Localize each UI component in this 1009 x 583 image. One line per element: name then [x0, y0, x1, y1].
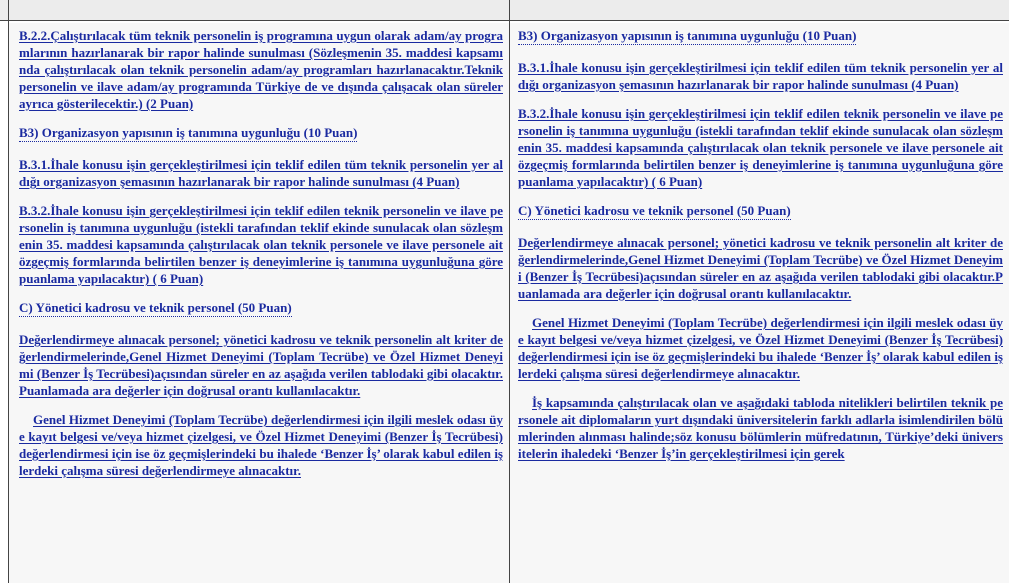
- right-para-b32: B.3.2.İhale konusu işin gerçekleştirilmesi için teklif edilen teknik personelin ve ilave personelin iş tanımına uygunluğu (istekli tarafından teklif ekinde sunulacak olan sözleşmenin 35. maddesi kapsamında çalıştırılacak olan teknik personele ve ilave personele ait özgeçmiş formlarında belirtilen benzer iş deneyimlerine iş tanımına uygunluğuna göre puanlama yapılacaktır) ( 6 Puan): [518, 106, 1003, 189]
- table-header-strip: [0, 0, 1009, 21]
- left-para-b31: B.3.1.İhale konusu işin gerçekleştirilmesi için teklif edilen tüm teknik personelin yer aldığı organizasyon şemasının hazırlanarak bir rapor halinde sunulması (4 Puan): [19, 157, 503, 189]
- right-heading-c: C) Yönetici kadrosu ve teknik personel (50 Puan): [518, 203, 791, 218]
- right-para-general-experience: Genel Hizmet Deneyimi (Toplam Tecrübe) değerlendirmesi için ilgili meslek odası üye kayıt belgesi ve/veya hizmet çizelgesi, ve Özel Hizmet Deneyimi (Benzer İş Tecrübesi) değerlendirmesi için ise öz geçmişlerindeki bu ihalede ‘Benzer İş’ olarak kabul edilen işlerdeki çalışma süresi değerlendirmeye alınacaktır.: [518, 315, 1003, 381]
- right-heading-b3: B3) Organizasyon yapısının iş tanımına uygunluğu (10 Puan): [518, 28, 857, 43]
- left-heading-c: C) Yönetici kadrosu ve teknik personel (50 Puan): [19, 300, 292, 315]
- right-para-evaluation: Değerlendirmeye alınacak personel; yönetici kadrosu ve teknik personelin alt kriter değerlendirmelerinde,Genel Hizmet Deneyimi (Toplam Tecrübe) ve Özel Hizmet Deneyimi (Benzer İş Tecrübesi)açısından süreler en az aşağıda verilen tablodaki gibi olacaktır.Puanlamada ara değerler için doğrusal orantı kullanılacaktır.: [518, 235, 1003, 301]
- right-para-diplomas: İş kapsamında çalıştırılacak olan ve aşağıdaki tabloda nitelikleri belirtilen teknik personele ait diplomaların yurt dışındaki üniversitelerin farklı adlarla isimlendirilen bölümlerinden alınması halinde;söz konusu bölümlerin müfredatının, Türkiye’deki üniversitelerin ihaledeki ‘Benzer İş’in gerçekleştirilmesi için gerek: [518, 395, 1003, 461]
- left-para-b22: B.2.2.Çalıştırılacak tüm teknik personelin iş programına uygun olarak adam/ay programlarının hazırlanarak bir rapor halinde sunulması (Sözleşmenin 35. maddesi kapsamında çalıştırılacak olan teknik personelin adam/ay programları hazırlanacaktır.Teknik personelin ve ilave adam/ay programında Türkiye de ve dışında çalışacak olan süreler ayrıca gösterilecektir.) (2 Puan): [19, 28, 503, 111]
- left-para-evaluation: Değerlendirmeye alınacak personel; yönetici kadrosu ve teknik personelin alt kriter değerlendirmelerinde,Genel Hizmet Deneyimi (Toplam Tecrübe) ve Özel Hizmet Deneyimi (Benzer İş Tecrübesi)açısından süreler en az aşağıda verilen tablodaki gibi olacaktır.Puanlamada ara değerler için doğrusal orantı kullanılacaktır.: [19, 332, 503, 398]
- right-para-b31: B.3.1.İhale konusu işin gerçekleştirilmesi için teklif edilen tüm teknik personelin yer aldığı organizasyon şemasının hazırlanarak bir rapor halinde sunulması (4 Puan): [518, 60, 1003, 92]
- left-heading-b3: B3) Organizasyon yapısının iş tanımına uygunluğu (10 Puan): [19, 125, 358, 140]
- left-para-b32: B.3.2.İhale konusu işin gerçekleştirilmesi için teklif edilen teknik personelin ve ilave personelin iş tanımına uygunluğu (istekli tarafından teklif ekinde sunulacak olan sözleşmenin 35. maddesi kapsamında çalıştırılacak olan teknik personele ve ilave personele ait özgeçmiş formlarında belirtilen benzer iş deneyimlerine iş tanımına uygunluğuna göre puanlama yapılacaktır) ( 6 Puan): [19, 203, 503, 286]
- left-para-general-experience: Genel Hizmet Deneyimi (Toplam Tecrübe) değerlendirmesi için ilgili meslek odası üye kayıt belgesi ve/veya hizmet çizelgesi, ve Özel Hizmet Deneyimi (Benzer İş Tecrübesi) değerlendirmesi için ise öz geçmişlerindeki bu ihalede ‘Benzer İş’ olarak kabul edilen işlerdeki çalışma süresi değerlendirmeye alınacaktır.: [19, 412, 503, 478]
- right-column: [510, 23, 1009, 583]
- left-column: [9, 23, 509, 583]
